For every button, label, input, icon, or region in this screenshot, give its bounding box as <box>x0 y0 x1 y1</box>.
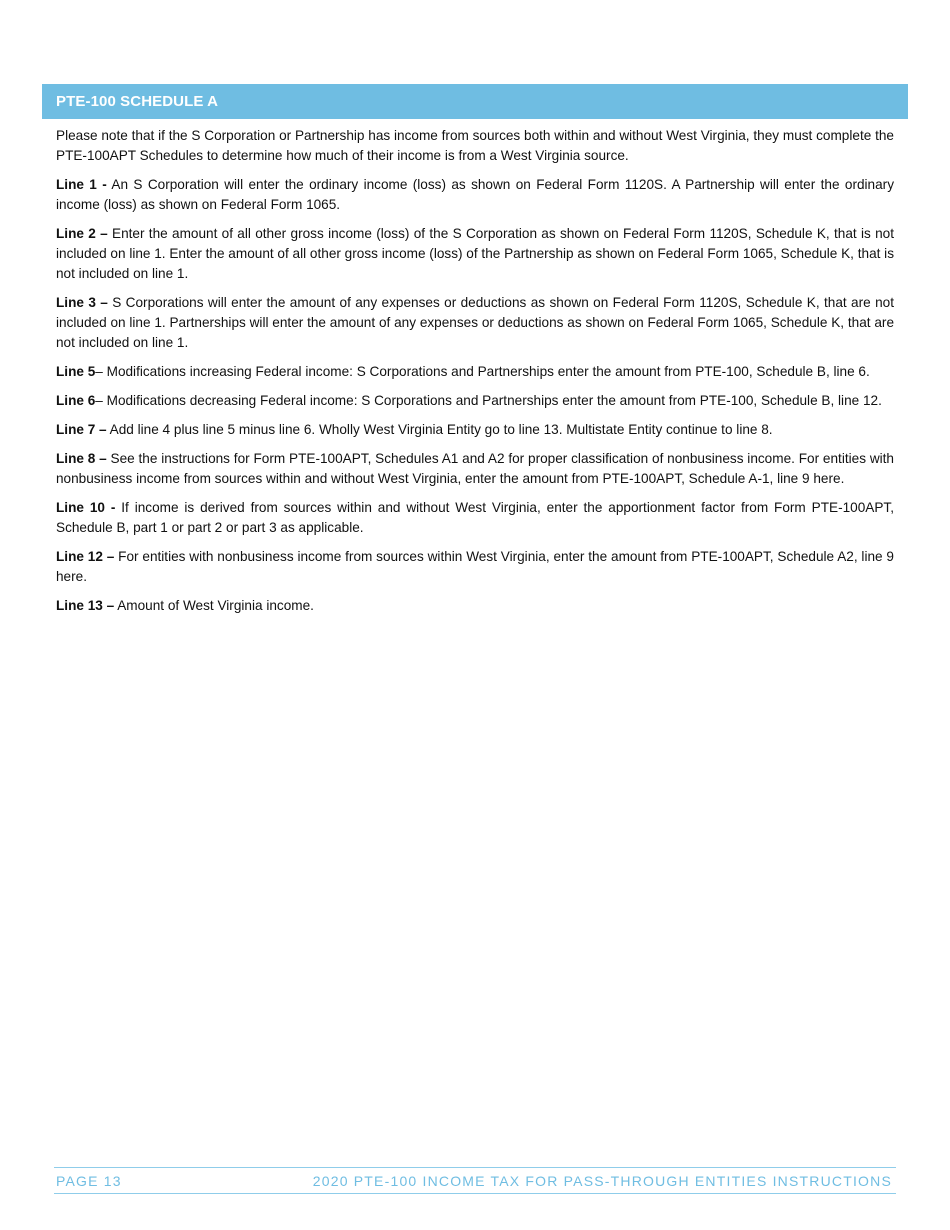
section-title: PTE-100 SCHEDULE A <box>56 93 219 110</box>
line-text: Amount of West Virginia income. <box>114 598 314 613</box>
line-12-instruction <box>56 547 894 587</box>
line-label: Line 2 – <box>56 226 108 241</box>
line-text: See the instructions for Form PTE-100APT, Schedules A1 and A2 for proper classification of nonbusiness income. For entities with nonbusiness income from sources within and without West Virginia, enter the amount from PTE-100APT, Schedule A-1, line 9 here. <box>56 451 894 486</box>
line-1-instruction <box>56 175 894 215</box>
line-text: For entities with nonbusiness income from sources within West Virginia, enter the amount from PTE-100APT, Schedule A2, line 9 here. <box>56 549 894 584</box>
line-text: Enter the amount of all other gross income (loss) of the S Corporation as shown on Federal Form 1120S, Schedule K, that is not included on line 1. Enter the amount of all other gross income (loss) of the Partnership as shown on Federal Form 1065, Schedule K, that is not included on line 1. <box>56 226 894 281</box>
footer-top-rule <box>54 1167 896 1168</box>
line-5-instruction <box>56 362 894 382</box>
line-label: Line 13 – <box>56 598 115 613</box>
line-label: Line 12 – <box>56 549 115 564</box>
line-text: If income is derived from sources within and without West Virginia, enter the apportionment factor from Form PTE-100APT, Schedule B, part 1 or part 2 or part 3 as applicable. <box>56 500 894 535</box>
line-text: S Corporations will enter the amount of any expenses or deductions as shown on Federal Form 1120S, Schedule K, that are not included on line 1. Partnerships will enter the amount of any expenses or deductions as shown on Federal Form 1065, Schedule K, that are not included on line 1. <box>56 295 894 350</box>
section-header <box>42 84 908 119</box>
line-label: Line 7 – <box>56 422 107 437</box>
line-label: Line 5 <box>56 364 96 379</box>
intro-paragraph: Please note that if the S Corporation or Partnership has income from sources both within and without West Virginia, they must complete the PTE-100APT Schedules to determine how much of their income is from a West Virginia source. <box>56 128 894 163</box>
line-label: Line 10 - <box>56 500 116 515</box>
line-8-instruction <box>56 449 894 489</box>
document-title: 2020 PTE-100 INCOME TAX FOR PASS-THROUGH ENTITIES INSTRUCTIONS <box>312 1173 892 1189</box>
line-label: Line 6 <box>56 393 96 408</box>
line-label: Line 1 - <box>56 177 107 192</box>
line-text: An S Corporation will enter the ordinary income (loss) as shown on Federal Form 1120S. A Partnership will enter the ordinary income (loss) as shown on Federal Form 1065. <box>56 177 895 212</box>
line-3-instruction <box>56 293 894 353</box>
line-text: Add line 4 plus line 5 minus line 6. Wholly West Virginia Entity go to line 13. Multistate Entity continue to line 8. <box>106 422 773 437</box>
line-text: – Modifications decreasing Federal income: S Corporations and Partnerships enter the amount from PTE-100, Schedule B, line 12. <box>95 393 882 408</box>
line-label: Line 8 – <box>56 451 107 466</box>
line-7-instruction <box>56 420 894 440</box>
line-10-instruction <box>56 498 894 538</box>
instructions-body <box>56 126 894 625</box>
line-13-instruction <box>56 596 894 616</box>
line-label: Line 3 – <box>56 295 108 310</box>
footer-bottom-rule <box>54 1193 896 1194</box>
line-6-instruction <box>56 391 894 411</box>
line-text: – Modifications increasing Federal income: S Corporations and Partnerships enter the amount from PTE-100, Schedule B, line 6. <box>95 364 870 379</box>
page-number: PAGE 13 <box>56 1173 122 1189</box>
line-2-instruction <box>56 224 894 284</box>
